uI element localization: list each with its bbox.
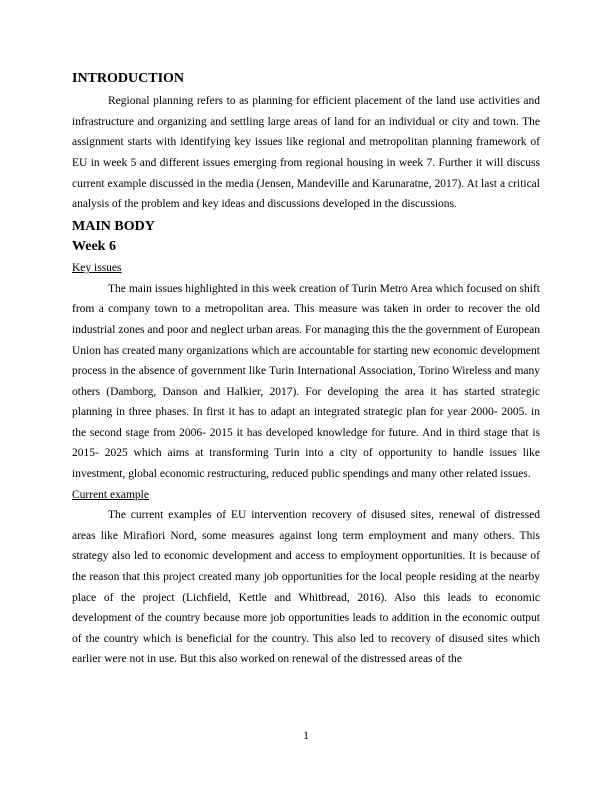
introduction-heading: INTRODUCTION — [72, 71, 185, 86]
page-content — [72, 70, 540, 670]
key-issues-paragraph: The main issues highlighted in this week creation of Turin Metro Area which focused on shift from a company town to a metropolitan area. This measure was taken in order to recover the old industrial zones and poor and neglect urban areas. For managing this the the government of European Union has created many organizations which are accountable for starting new economic development process in the absence of government like Turin International Association, Torino Wireless and many others (Damborg, Danson and Halkier, 2017). For developing the area it has started strategic planning in three phases. In first it has to adapt an integrated strategic plan for year 2000- 2005. in the second stage from 2006- 2015 it has developed knowledge for future. And in third stage that is 2015- 2025 which aims at transforming Turin into a city of opportunity to handle issues like investment, global economic restructuring, reduced public spendings and many other related issues. — [72, 282, 540, 481]
current-example-paragraph: The current examples of EU intervention recovery of disused sites, renewal of distressed areas like Mirafiori Nord, some measures against long term employment and many others. This strategy also led to economic development and access to employment opportunities. It is because of the reason that this project created many job opportunities for the local people residing at the nearby place of the project (Lichfield, Kettle and Whitbread, 2016). Also this leads to economic development of the country because more job opportunities leads to addition in the economic output of the country which is beneficial for the country. This also led to recovery of disused sites which earlier were not in use. But this also worked on renewal of the distressed areas of the — [72, 509, 540, 666]
main-body-heading: MAIN BODY — [72, 218, 155, 234]
page-number: 1 — [303, 730, 309, 742]
introduction-paragraph: Regional planning refers to as planning for efficient placement of the land use activities and infrastructure and organizing and settling large areas of land for an individual or city and town. The assignment starts with identifying key issues like regional and metropolitan planning framework of EU in week 5 and different issues emerging from regional housing in week 7. Further it will discuss current example discussed in the media (Jensen, Mandeville and Karunaratne, 2017). At last a critical analysis of the problem and key ideas and discussions developed in the discussions. — [72, 95, 540, 211]
current-example-subheading: Current example — [72, 488, 149, 501]
key-issues-subheading: Key issues — [72, 262, 122, 275]
week-heading: Week 6 — [72, 238, 116, 254]
